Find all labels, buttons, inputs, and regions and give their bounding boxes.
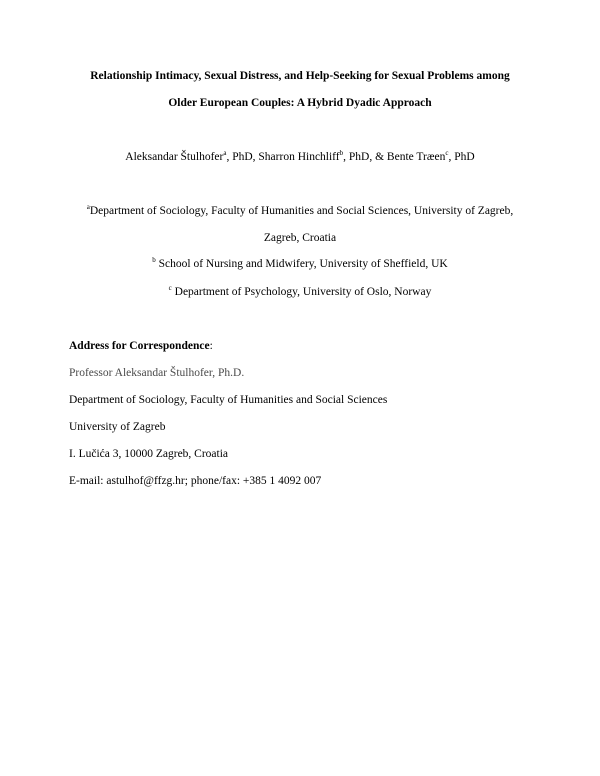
affiliation-c-text: Department of Psychology, University of Oslo, Norway bbox=[171, 286, 432, 298]
affiliation-b-sup: b bbox=[152, 256, 156, 265]
affiliation-a-sup: a bbox=[86, 203, 90, 212]
paper-title-line-1: Relationship Intimacy, Sexual Distress, and Help-Seeking for Sexual Problems among bbox=[90, 70, 510, 82]
author-name-3: Bente Træen bbox=[386, 151, 446, 163]
affiliation-c bbox=[0, 286, 600, 298]
affiliation-b bbox=[0, 258, 600, 270]
author-name-1: Aleksandar Štulhofer bbox=[125, 151, 224, 163]
author-suffix-1: , PhD, bbox=[226, 151, 259, 163]
affiliation-b-text: School of Nursing and Midwifery, University of Sheffield, UK bbox=[155, 258, 448, 270]
correspondence-heading bbox=[69, 340, 213, 352]
correspondence-heading-colon: : bbox=[209, 340, 213, 352]
author-suffix-2: , PhD, & bbox=[343, 151, 387, 163]
affiliation-a-line-2: Zagreb, Croatia bbox=[263, 232, 337, 244]
correspondence-department: Department of Sociology, Faculty of Humanities and Social Sciences bbox=[69, 394, 388, 406]
correspondence-address: I. Lučića 3, 10000 Zagreb, Croatia bbox=[69, 448, 229, 460]
correspondence-heading-text: Address for Correspondence bbox=[69, 340, 210, 352]
author-sup-3: c bbox=[445, 149, 449, 158]
author-name-2: Sharron Hinchliff bbox=[258, 151, 340, 163]
correspondence-university: University of Zagreb bbox=[69, 421, 166, 433]
correspondence-name: Professor Aleksandar Štulhofer, Ph.D. bbox=[69, 367, 245, 379]
author-suffix-3: , PhD bbox=[448, 151, 475, 163]
affiliation-a-text: Department of Sociology, Faculty of Humanities and Social Sciences, University of Zagreb, bbox=[89, 205, 514, 217]
affiliation-a-line-1 bbox=[0, 205, 600, 217]
author-sup-2: b bbox=[339, 149, 344, 158]
author-list bbox=[0, 151, 600, 163]
affiliation-c-sup: c bbox=[168, 284, 172, 293]
paper-title-line-2: Older European Couples: A Hybrid Dyadic Approach bbox=[168, 97, 432, 109]
correspondence-contact: E-mail: astulhof@ffzg.hr; phone/fax: +385 1 4092 007 bbox=[69, 475, 322, 487]
author-sup-1: a bbox=[223, 149, 227, 158]
